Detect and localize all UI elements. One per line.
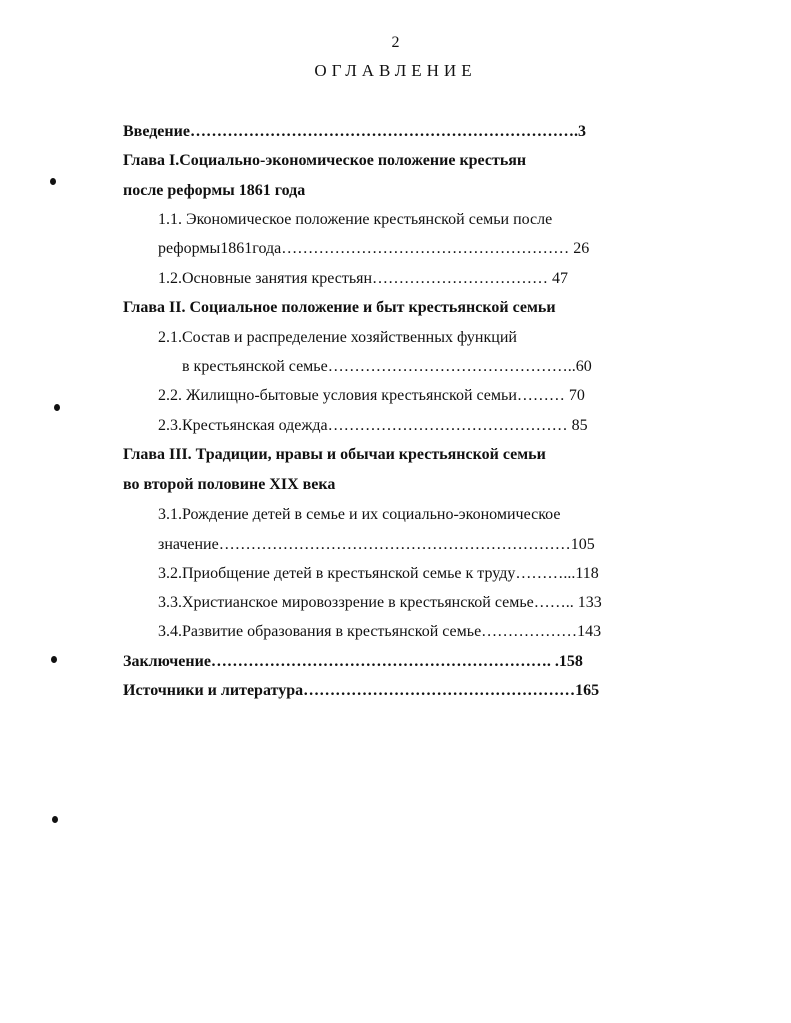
toc-section-1-1-line-2: реформы1861года……………………………………………… 26	[158, 240, 590, 257]
toc-chapter-1-line-2: после реформы 1861 года	[123, 182, 306, 199]
toc-section-3-1-line-1: 3.1.Рождение детей в семье и их социально-экономическое	[158, 506, 561, 523]
page-title: ОГЛАВЛЕНИЕ	[314, 61, 477, 80]
toc-section-2-1-line-1: 2.1.Состав и распределение хозяйственных функций	[158, 329, 517, 346]
binder-hole-mark	[50, 178, 56, 185]
binder-hole-mark	[51, 656, 57, 663]
toc-section-3-3: 3.3.Христианское мировоззрение в крестьянской семье…….. 133	[158, 594, 602, 611]
toc-chapter-1-line-1: Глава I.Социально-экономическое положение крестьян	[123, 152, 527, 169]
toc-section-3-4: 3.4.Развитие образования в крестьянской семье………………143	[158, 623, 602, 640]
binder-hole-mark	[54, 404, 60, 411]
toc-section-3-1-line-2: значение…………………………………………………………105	[158, 536, 595, 553]
toc-sources: Источники и литература……………………………………………165	[123, 682, 600, 699]
toc-chapter-3-line-1: Глава III. Традиции, нравы и обычаи крестьянской семьи	[123, 446, 546, 463]
toc-section-3-2: 3.2.Приобщение детей в крестьянской семье к труду………...118	[158, 565, 599, 582]
toc-section-1-2: 1.2.Основные занятия крестьян…………………………… 47	[158, 270, 569, 287]
toc-section-2-1-line-2: в крестьянской семье………………………………………..60	[182, 358, 592, 375]
toc-section-1-1-line-1: 1.1. Экономическое положение крестьянской семьи после	[158, 211, 553, 228]
toc-intro: Введение……………………………………………………………….3	[123, 123, 586, 140]
toc-conclusion: Заключение………………………………………………………. .158	[123, 653, 583, 670]
binder-hole-mark	[52, 816, 58, 823]
toc-section-2-3: 2.3.Крестьянская одежда……………………………………… 85	[158, 417, 588, 434]
toc-chapter-3-line-2: во второй половине XIX века	[123, 476, 336, 493]
toc-chapter-2: Глава II. Социальное положение и быт крестьянской семьи	[123, 299, 556, 316]
page-number: 2	[391, 34, 400, 51]
toc-section-2-2: 2.2. Жилищно-бытовые условия крестьянской семьи……… 70	[158, 387, 585, 404]
